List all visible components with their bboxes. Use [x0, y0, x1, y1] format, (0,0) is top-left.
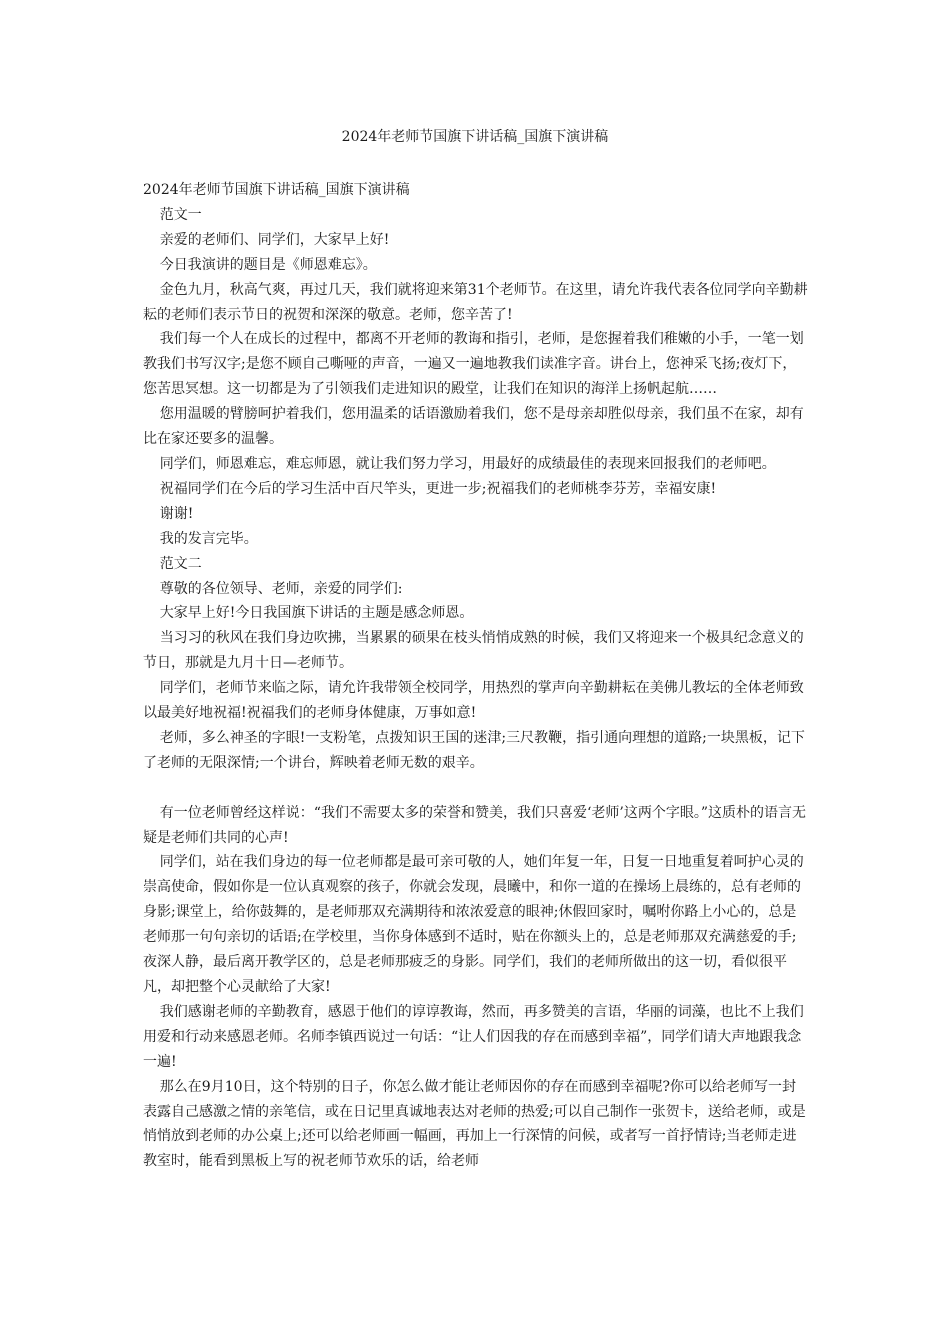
document-body: [143, 178, 809, 1174]
paragraph: 尊敬的各位领导、老师，亲爱的同学们:: [159, 580, 403, 597]
document-title: 2024年老师节国旗下讲话稿_国旗下演讲稿: [341, 129, 609, 145]
paragraph: 我们每一个人在成长的过程中，都离不开老师的教诲和指引，老师，是您握着我们稚嫩的小手，一笔一划教我们书写汉字;是您不顾自己嘶哑的声音，一遍又一遍地教我们读准字音。讲台上，您神采飞扬;夜灯下，您苦思冥想。这一切都是为了引领我们走进知识的殿堂，让我们在知识的海洋上扬帆起航……: [143, 331, 804, 398]
paragraph: 同学们，师恩难忘，难忘师恩，就让我们努力学习，用最好的成绩最佳的表现来回报我们的老师吧。: [159, 455, 776, 472]
paragraph: 同学们，老师节来临之际，请允许我带领全校同学，用热烈的掌声向辛勤耕耘在美佛儿教坛的全体老师致以最美好地祝福!祝福我们的老师身体健康，万事如意!: [143, 680, 804, 722]
paragraph: 那么在9月10日，这个特别的日子，你怎么做才能让老师因你的存在而感到幸福呢?你可以给老师写一封表露自己感激之情的亲笔信，或在日记里真诚地表达对老师的热爱;可以自己制作一张贺卡，送给老师，或是悄悄放到老师的办公桌上;还可以给老师画一幅画，再加上一行深情的问候，或者写一首抒情诗;当老师走进教室时，能看到黑板上写的祝老师节欢乐的话，给老师: [143, 1078, 806, 1170]
paragraph: 同学们，站在我们身边的每一位老师都是最可亲可敬的人，她们年复一年，日复一日地重复着呵护心灵的崇高使命，假如你是一位认真观察的孩子，你就会发现，晨曦中，和你一道的在操场上晨练的，总有老师的身影;课堂上，给你鼓舞的，是老师那双充满期待和浓浓爱意的眼神;休假回家时，嘱咐你路上小心的，总是老师那一句句亲切的话语;在学校里，当你身体感到不适时，贴在你额头上的，总是老师那双充满慈爱的手;夜深人静，最后离开教学区的，总是老师那疲乏的身影。同学们，我们的老师所做出的这一切，看似很平凡，却把整个心灵献给了大家!: [143, 854, 804, 995]
paragraph: 今日我演讲的题目是《师恩难忘》。: [159, 256, 377, 273]
paragraph: 您用温暖的臂膀呵护着我们，您用温柔的话语激励着我们，您不是母亲却胜似母亲，我们虽不在家，却有比在家还要多的温馨。: [143, 406, 804, 448]
body-heading: 2024年老师节国旗下讲话稿_国旗下演讲稿: [143, 182, 410, 198]
paragraph: 我的发言完毕。: [159, 530, 258, 547]
paragraph: 我们感谢老师的辛勤教育，感恩于他们的谆谆教诲，然而，再多赞美的言语，华丽的词藻，也比不上我们用爱和行动来感恩老师。名师李镇西说过一句话：“让人们因我的存在而感到幸福”，同学们请大声地跟我念一遍!: [143, 1003, 804, 1070]
paragraph: 有一位老师曾经这样说：“我们不需要太多的荣誉和赞美，我们只喜爱‘老师’这两个字眼。”这质朴的语言无疑是老师们共同的心声!: [143, 804, 807, 846]
paragraph: 祝福同学们在今后的学习生活中百尺竿头，更进一步;祝福我们的老师桃李芬芳，幸福安康!: [159, 480, 717, 497]
paragraph: 亲爱的老师们、同学们，大家早上好!: [159, 231, 390, 248]
paragraph: 范文二: [159, 555, 202, 572]
paragraph: 当习习的秋风在我们身边吹拂，当累累的硕果在枝头悄悄成熟的时候，我们又将迎来一个极具纪念意义的节日，那就是九月十日—老师节。: [143, 630, 804, 672]
paragraph: 金色九月，秋高气爽，再过几天，我们就将迎来第31个老师节。在这里，请允许我代表各位同学向辛勤耕耘的老师们表示节日的祝贺和深深的敬意。老师，您辛苦了!: [143, 281, 808, 323]
paragraph: 大家早上好!今日我国旗下讲话的主题是感念师恩。: [159, 605, 474, 622]
paragraph: 谢谢!: [159, 505, 194, 522]
paragraph: 范文一: [159, 206, 202, 223]
paragraph: 老师，多么神圣的字眼!一支粉笔，点拨知识王国的迷津;三尺教鞭，指引通向理想的道路;一块黑板，记下了老师的无限深情;一个讲台，辉映着老师无数的艰辛。: [143, 729, 805, 771]
